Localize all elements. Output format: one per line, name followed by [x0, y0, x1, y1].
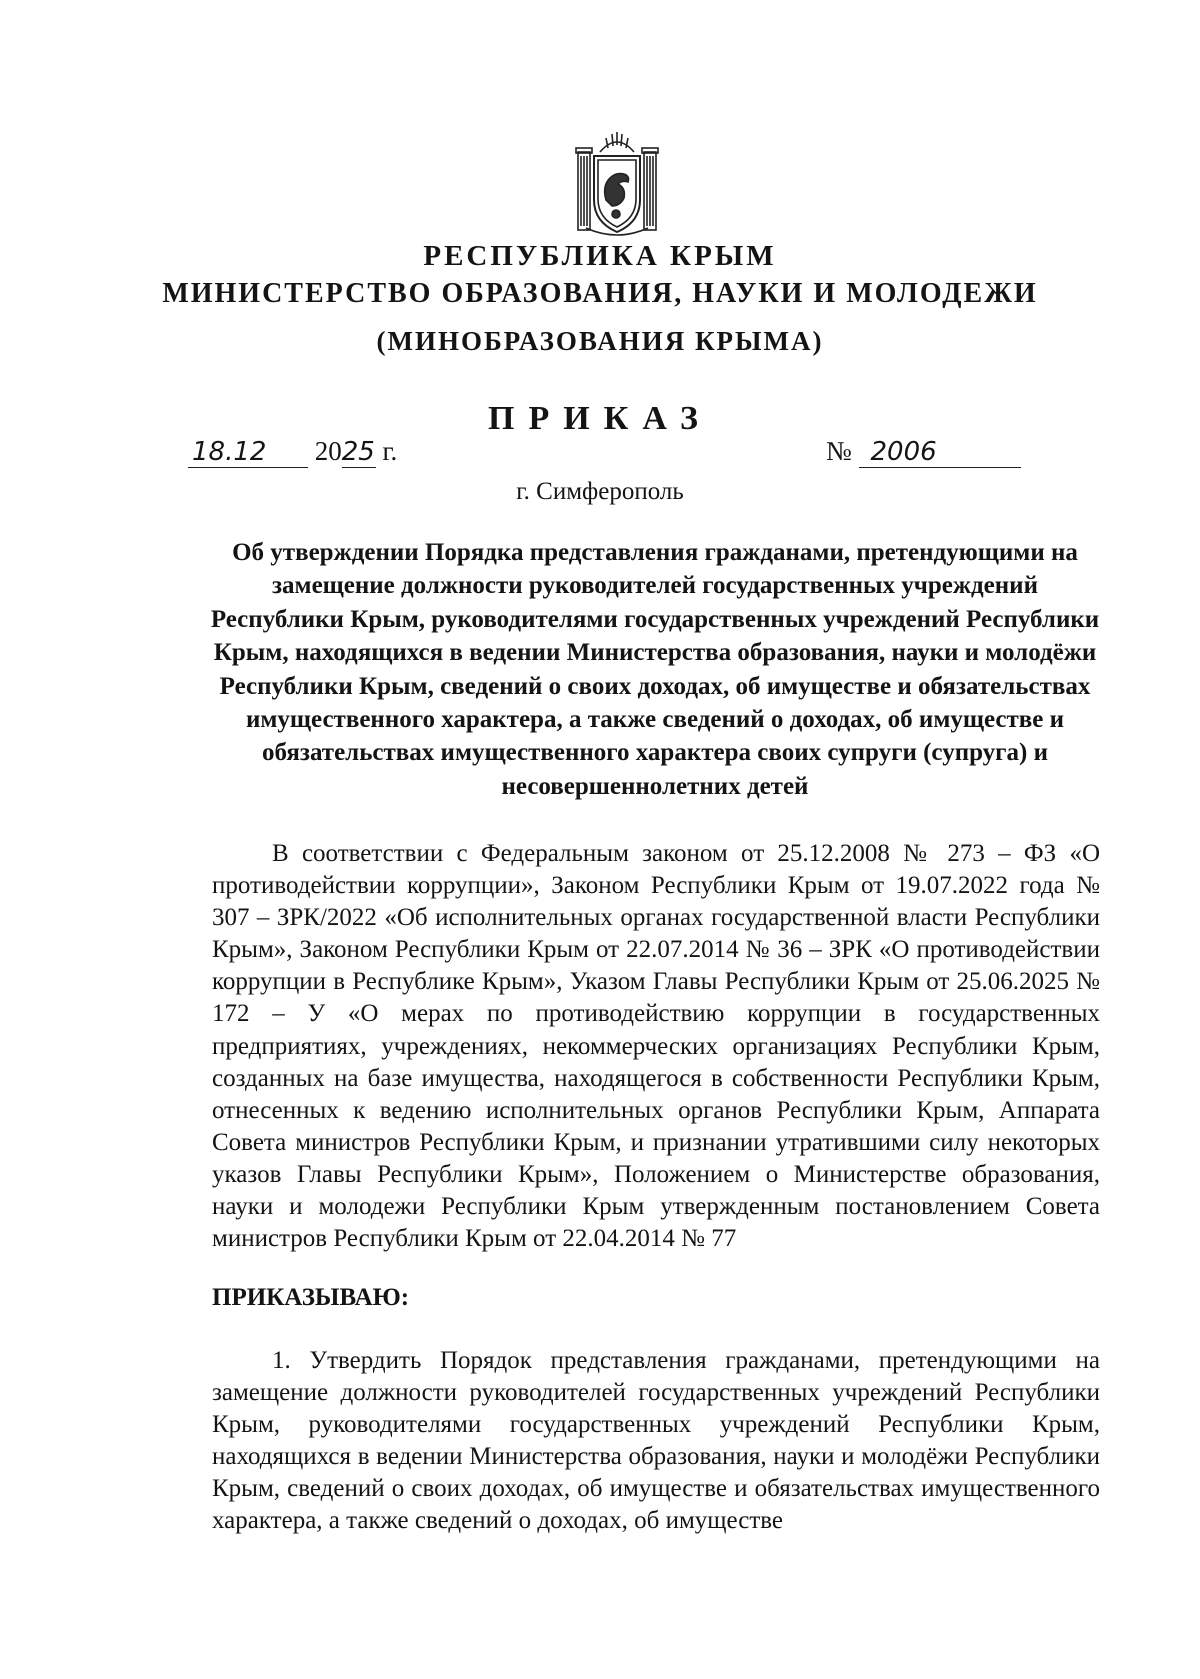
handwritten-number: 2006 — [859, 437, 1021, 468]
order-item-1: 1. Утвердить Порядок представления гражданами, претендующими на замещение должности руководителей государственных учреждений Республики Крым, руководителями государственных учреждений Республики Крым, находящихся в ведении Министерства образования, науки и молодёжи Республики Крым, сведений о своих доходах, об имуществе и обязательствах имущественного характера, а также сведений о доходах, об имуществе — [212, 1347, 1100, 1535]
year-prefix: 20 — [314, 436, 342, 466]
handwritten-date: 18.12 — [188, 437, 308, 468]
city-line: г. Симферополь — [516, 478, 684, 505]
coat-of-arms-emblem — [572, 130, 662, 240]
order-command-heading: ПРИКАЗЫВАЮ: — [212, 1284, 410, 1311]
republic-heading: РЕСПУБЛИКА КРЫМ — [423, 240, 777, 272]
preamble-paragraph: В соответствии с Федеральным законом от 25.12.2008 № 273 – ФЗ «О противодействии коррупции», Законом Республики Крым от 19.07.2022 года № 307 – ЗРК/2022 «Об исполнительных органах государственной власти Республики Крым», Законом Республики Крым от 22.07.2014 № 36 – ЗРК «О противодействии коррупции в Республике Крым», Указом Главы Республики Крым от 25.06.2025 № 172 – У «О мерах по противодействию коррупции в государственных предприятиях, учреждениях, некоммерческих организациях Республики Крым, созданных на базе имущества, находящегося в собственности Республики Крым, отнесенных к ведению исполнительных органов Республики Крым, Аппарата Совета министров Республики Крым, и признании утратившими силу некоторых указов Главы Республики Крым», Положением о Министерстве образования, науки и молодежи Республики Крым утвержденным постановлением Совета министров Республики Крым от 22.04.2014 № 77 — [212, 840, 1100, 1253]
order-date — [188, 436, 397, 468]
order-number — [826, 436, 1021, 468]
year-suffix: г. — [382, 436, 398, 466]
order-subject-title: Об утверждении Порядка представления гражданами, претендующими на замещение должности руководителей государственных учреждений Республики Крым, руководителями государственных учреждений Республики Крым, находящихся в ведении Министерства образования, науки и молодёжи Республики Крым, сведений о своих доходах, об имуществе и обязательствах имущественного характера, а также сведений о доходах, об имуществе и обязательствах имущественного характера своих супруги (супруга) и несовершеннолетних детей — [210, 539, 1100, 800]
ministry-heading: МИНИСТЕРСТВО ОБРАЗОВАНИЯ, НАУКИ И МОЛОДЕЖИ — [162, 278, 1038, 309]
number-label: № — [826, 436, 852, 466]
handwritten-year: 25 — [341, 437, 375, 467]
document-type-title: ПРИКАЗ — [488, 400, 712, 437]
ministry-short-heading: (МИНОБРАЗОВАНИЯ КРЫМА) — [376, 326, 824, 356]
